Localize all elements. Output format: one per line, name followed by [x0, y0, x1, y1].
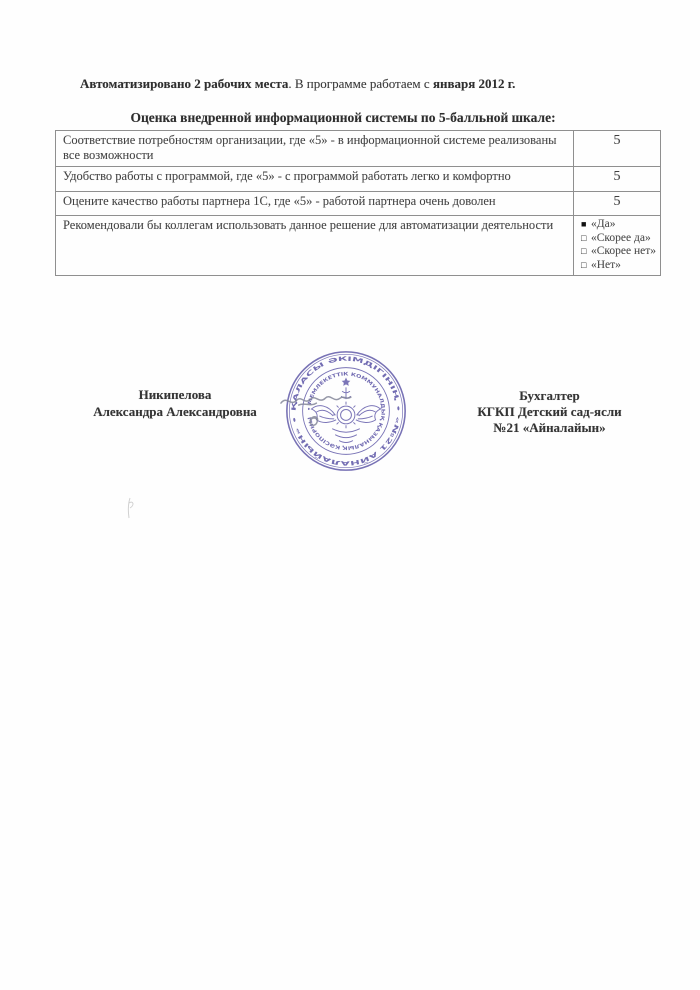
- option-skoree-da: [581, 232, 653, 246]
- criterion-cell: Оцените качество работы партнера 1С, где «5» - работой партнера очень доволен: [56, 192, 574, 216]
- intro-bold-1: Автоматизировано 2 рабочих места: [80, 76, 289, 91]
- option-skoree-net: [581, 245, 657, 259]
- intro-bold-2: января 2012 г.: [432, 76, 516, 91]
- option-label: «Скорее нет»: [591, 245, 657, 257]
- signatory-name-block: [55, 387, 295, 420]
- signatory-position: Бухгалтер: [519, 388, 580, 403]
- signatory-surname: Никипелова: [138, 387, 212, 402]
- stamp-rings: [287, 352, 405, 470]
- checkbox-empty-icon: □: [581, 246, 587, 256]
- table-title: Оценка внедренной информационной системы по 5-балльной шкале:: [130, 110, 556, 125]
- criterion-cell: Соответствие потребностям организации, где «5» - в информационной системе реализованы все возможности: [56, 131, 574, 167]
- table-row: [56, 192, 661, 216]
- table-row: [56, 167, 661, 192]
- score-cell: 5: [574, 192, 661, 216]
- checkbox-empty-icon: □: [581, 259, 587, 270]
- organization-name: КГКП Детский сад-ясли: [477, 404, 622, 419]
- stamp-inner-text: • МЕМЛЕКЕТТІК КОММУНАЛДЫҚ ҚАЗЫНАЛЫҚ КӘСІПОРНЫ: [306, 371, 386, 451]
- criterion-cell: Рекомендовали бы коллегам использовать данное решение для автоматизации деятельности: [56, 216, 574, 276]
- rating-table: [55, 130, 661, 276]
- checkbox-checked-icon: ■: [581, 219, 587, 229]
- option-net: [581, 259, 653, 273]
- option-label: «Да»: [591, 218, 616, 230]
- score-cell: 5: [574, 167, 661, 192]
- signatory-given-names: Александра Александровна: [93, 403, 257, 419]
- table-row: [56, 131, 661, 167]
- criterion-cell: Удобство работы с программой, где «5» - с программой работать легко и комфортно: [56, 167, 574, 192]
- signature-scribble: [281, 397, 351, 425]
- option-da: [581, 218, 653, 232]
- option-label: «Скорее да»: [591, 231, 651, 244]
- score-cell: 5: [574, 131, 661, 167]
- signatory-title-block: [437, 388, 662, 436]
- intro-text: [80, 76, 600, 92]
- table-row-recommend: [56, 216, 661, 276]
- scan-artifact: [120, 494, 144, 524]
- options-cell: [574, 216, 661, 276]
- organization-number: №21 «Айналайын»: [493, 420, 606, 435]
- official-stamp: [277, 342, 415, 480]
- checkbox-empty-icon: □: [581, 232, 587, 243]
- stamp-outer-text: ҚАЛАСЫ ӘКІМДІГІНІҢ • «№21 АЙНАЛАЙЫН» •: [291, 356, 401, 466]
- option-label: «Нет»: [591, 258, 621, 271]
- intro-normal: . В программе работаем с: [288, 76, 433, 91]
